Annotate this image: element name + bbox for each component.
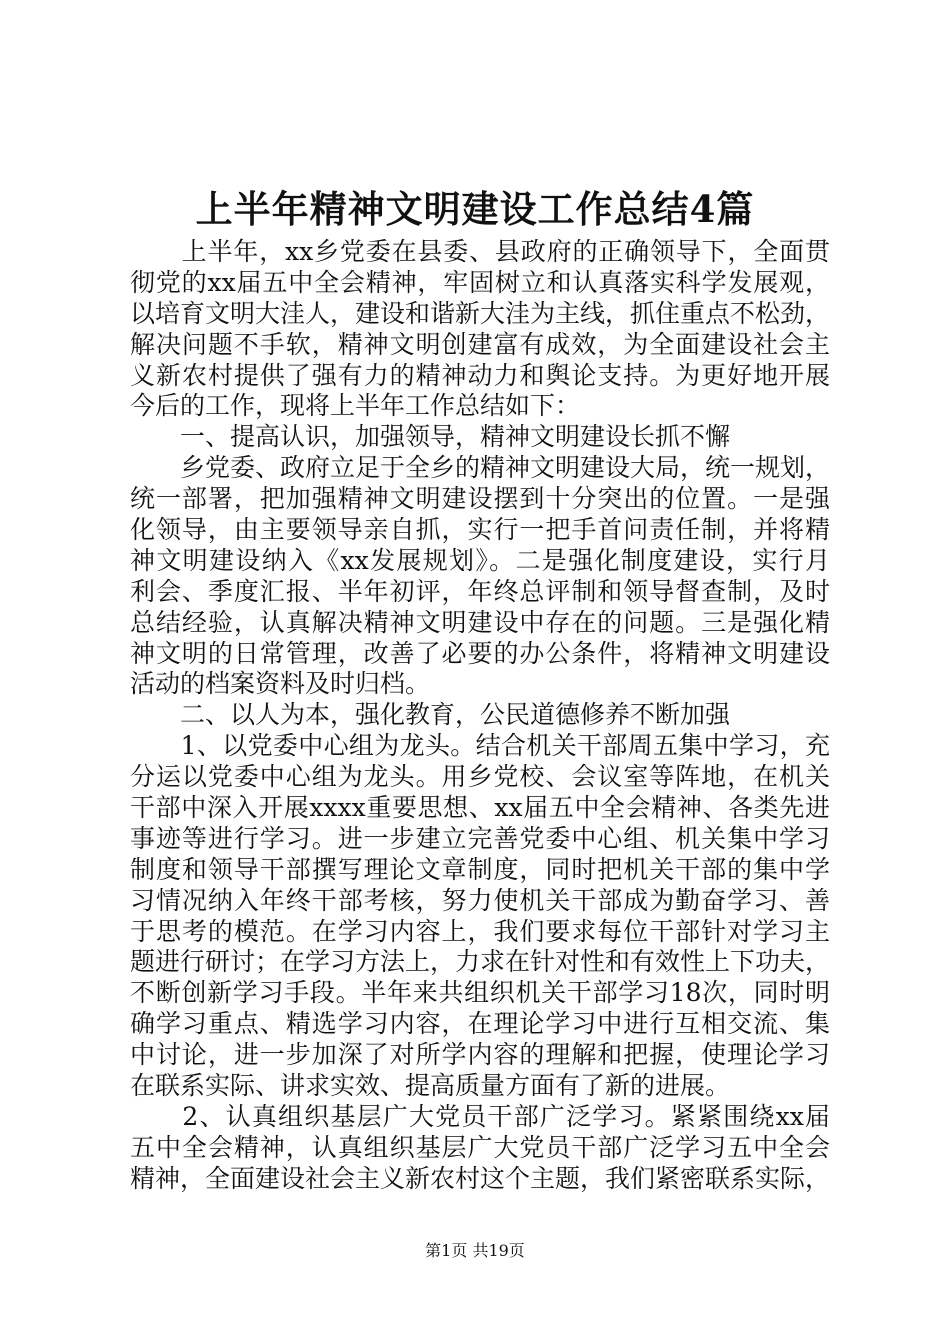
document-text-line: 二、以人为本，强化教育，公民道德修养不断加强: [130, 700, 731, 730]
document-body: [130, 237, 830, 1195]
document-text-line: 题进行研讨；在学习方法上，力求在针对性和有效性上下功夫，: [130, 947, 831, 977]
document-text-line: 制度和领导干部撰写理论文章制度，同时把机关干部的集中学: [130, 854, 830, 884]
document-text-line: 在联系实际、讲求实效、提高质量方面有了新的进展。: [130, 1071, 731, 1101]
document-text-line: 活动的档案资料及时归档。: [130, 669, 431, 699]
document-text-line: 于思考的模范。在学习内容上，我们要求每位干部针对学习主: [130, 916, 830, 946]
document-text-line: 干部中深入开展xxxx重要思想、xx届五中全会精神、各类先进: [130, 793, 830, 823]
document-text-line: 利会、季度汇报、半年初评，年终总评制和领导督查制，及时: [130, 576, 830, 606]
document-text-line: 1、以党委中心组为龙头。结合机关干部周五集中学习，充: [130, 731, 830, 761]
document-text-line: 彻党的xx届五中全会精神，牢固树立和认真落实科学发展观，: [130, 267, 830, 297]
document-text-line: 以培育文明大洼人，建设和谐新大洼为主线，抓住重点不松劲，: [130, 298, 831, 328]
page-number-footer: 第1页 共19页: [425, 1241, 525, 1260]
document-text-line: 2、认真组织基层广大党员干部广泛学习。紧紧围绕xx届: [130, 1101, 830, 1131]
document-text-line: 神文明建设纳入《xx发展规划》。二是强化制度建设，实行月: [130, 545, 830, 575]
document-title: 上半年精神文明建设工作总结4篇: [195, 187, 755, 231]
document-text-line: 今后的工作，现将上半年工作总结如下：: [130, 391, 581, 421]
document-text-line: 统一部署，把加强精神文明建设摆到十分突出的位置。一是强: [130, 484, 830, 514]
document-text-line: 习情况纳入年终干部考核，努力使机关干部成为勤奋学习、善: [130, 885, 830, 915]
document-text-line: 事迹等进行学习。进一步建立完善党委中心组、机关集中学习: [130, 823, 830, 853]
document-text-line: 分运以党委中心组为龙头。用乡党校、会议室等阵地，在机关: [130, 762, 830, 792]
document-text-line: 总结经验，认真解决精神文明建设中存在的问题。三是强化精: [130, 607, 830, 637]
document-text-line: 义新农村提供了强有力的精神动力和舆论支持。为更好地开展: [130, 360, 830, 390]
document-text-line: 确学习重点、精选学习内容，在理论学习中进行互相交流、集: [130, 1009, 830, 1039]
document-text-line: 上半年，xx乡党委在县委、县政府的正确领导下，全面贯: [130, 237, 830, 266]
document-text-line: 解决问题不手软，精神文明创建富有成效，为全面建设社会主: [130, 329, 830, 359]
document-text-line: 五中全会精神，认真组织基层广大党员干部广泛学习五中全会: [130, 1132, 830, 1162]
document-text-line: 中讨论，进一步加深了对所学内容的理解和把握，使理论学习: [130, 1040, 830, 1070]
document-text-line: 乡党委、政府立足于全乡的精神文明建设大局，统一规划，: [130, 453, 831, 483]
document-text-line: 一、提高认识，加强领导，精神文明建设长抓不懈: [130, 422, 731, 452]
document-text-line: 精神，全面建设社会主义新农村这个主题，我们紧密联系实际，: [130, 1163, 831, 1193]
document-text-line: 神文明的日常管理，改善了必要的办公条件，将精神文明建设: [130, 638, 830, 668]
document-text-line: 不断创新学习手段。半年来共组织机关干部学习18次，同时明: [130, 978, 830, 1008]
document-text-line: 化领导，由主要领导亲自抓，实行一把手首问责任制，并将精: [130, 515, 830, 545]
